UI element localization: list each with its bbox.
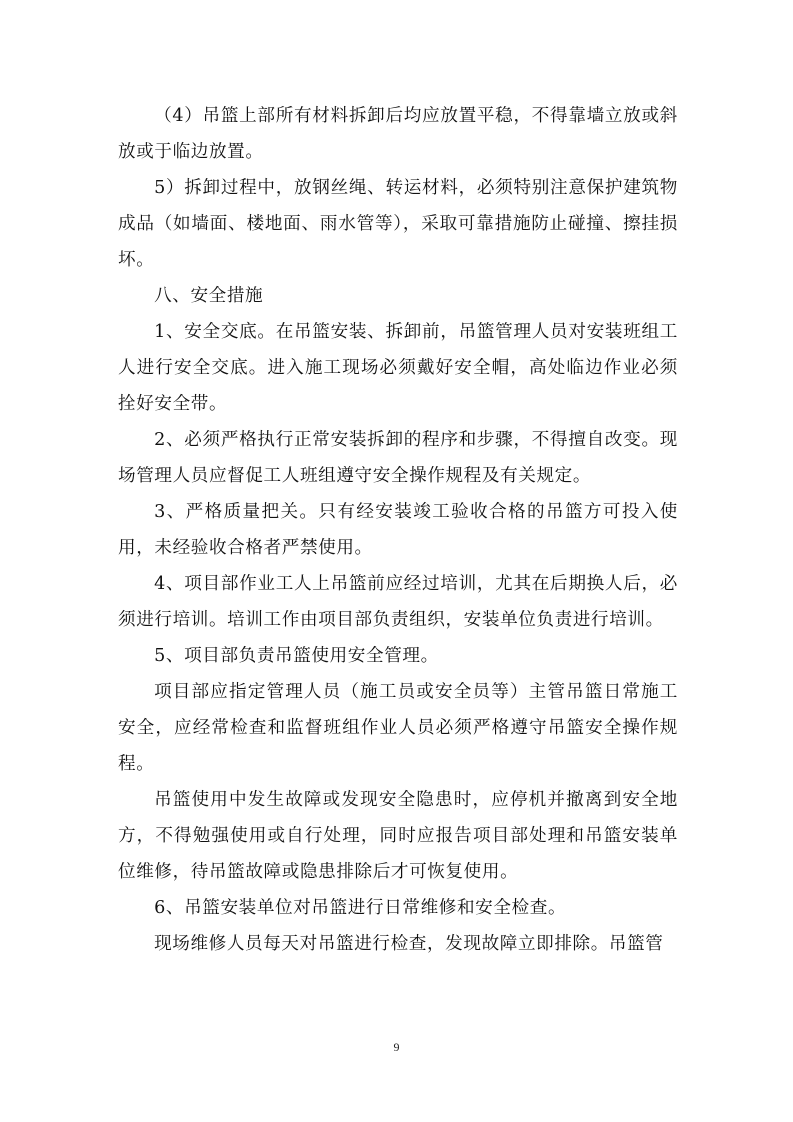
paragraph-fault-response: 吊篮使用中发生故障或发现安全隐患时，应停机并撤离到安全地方，不得勉强使用或自行处理，同时应报告项目部处理和吊篮安装单位维修，待吊篮故障或隐患排除后才可恢复使用。: [118, 790, 678, 882]
page-number: 9: [393, 1040, 400, 1054]
paragraph-installation-procedure: 2、必须严格执行正常安装拆卸的程序和步骤，不得擅自改变。现场管理人员应督促工人班组遵守安全操作规程及有关规定。: [118, 430, 678, 486]
paragraph-protect-building: 5）拆卸过程中，放钢丝绳、转运材料，必须特别注意保护建筑物成品（如墙面、楼地面、雨水管等），采取可靠措施防止碰撞、擦挂损坏。: [118, 178, 678, 270]
paragraph-daily-check: 现场维修人员每天对吊篮进行检查，发现故障立即排除。吊篮管: [154, 934, 664, 954]
paragraph-material-placement: （4）吊篮上部所有材料拆卸后均应放置平稳，不得靠墙立放或斜放或于临边放置。: [118, 106, 678, 162]
section-heading-safety-measures: 八、安全措施: [154, 286, 264, 306]
paragraph-designated-manager: 项目部应指定管理人员（施工员或安全员等）主管吊篮日常施工安全，应经常检查和监督班组作业人员必须严格遵守吊篮安全操作规程。: [118, 682, 678, 774]
paragraph-maintenance-inspection: 6、吊篮安装单位对吊篮进行日常维修和安全检查。: [154, 898, 567, 918]
paragraph-quality-control: 3、严格质量把关。只有经安装竣工验收合格的吊篮方可投入使用，未经验收合格者严禁使用。: [118, 502, 678, 558]
document-page: [118, 98, 678, 962]
paragraph-worker-training: 4、项目部作业工人上吊篮前应经过培训，尤其在后期换人后，必须进行培训。培训工作由项目部负责组织，安装单位负责进行培训。: [118, 574, 678, 630]
paragraph-project-safety-management: 5、项目部负责吊篮使用安全管理。: [154, 646, 439, 666]
paragraph-safety-briefing: 1、安全交底。在吊篮安装、拆卸前，吊篮管理人员对安装班组工人进行安全交底。进入施工现场必须戴好安全帽，高处临边作业必须拴好安全带。: [118, 322, 678, 414]
